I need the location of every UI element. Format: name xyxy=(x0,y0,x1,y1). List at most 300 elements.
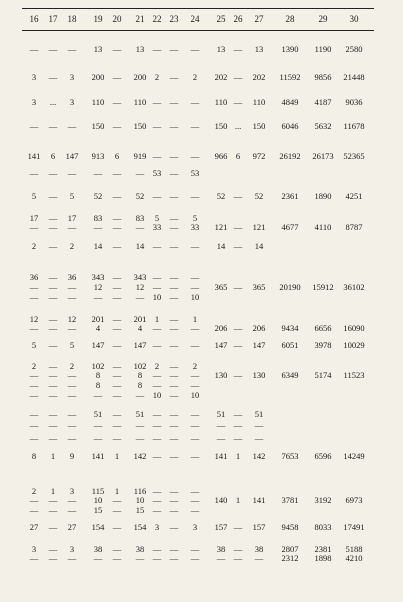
table-cell: — xyxy=(152,191,162,201)
table-cell: — xyxy=(67,370,77,380)
table-cell: — xyxy=(190,97,200,107)
table-cell: — xyxy=(190,505,200,515)
table-cell: — xyxy=(169,323,179,333)
table-cell: 14 xyxy=(254,241,264,251)
table-cell: 4187 xyxy=(314,97,332,107)
table-cell: 51 xyxy=(254,409,264,419)
table-cell: — xyxy=(67,168,77,178)
table-cell: 5 xyxy=(154,213,160,223)
table-cell: 13 xyxy=(254,44,264,54)
table-cell: 201 xyxy=(133,314,147,324)
table-cell: 15 xyxy=(93,505,103,515)
table-cell: 4 xyxy=(137,323,143,333)
table-cell: — xyxy=(169,451,179,461)
table-row xyxy=(0,340,403,350)
table-cell: 3 xyxy=(69,72,75,82)
table-cell: — xyxy=(48,213,58,223)
table-cell: — xyxy=(169,151,179,161)
table-cell: 4 xyxy=(95,323,101,333)
table-cell: — xyxy=(169,380,179,390)
table-row xyxy=(0,323,403,333)
table-cell: 8033 xyxy=(314,522,332,532)
table-cell: 3 xyxy=(69,544,75,554)
table-cell: 2 xyxy=(69,241,75,251)
table-cell: 10 xyxy=(152,292,162,302)
table-cell: 13 xyxy=(216,44,226,54)
table-cell: — xyxy=(152,241,162,251)
table-cell: 116 xyxy=(133,486,147,496)
table-row xyxy=(0,433,403,443)
table-cell: — xyxy=(48,191,58,201)
table-cell: — xyxy=(152,380,162,390)
table-cell: — xyxy=(135,390,145,400)
table-cell: — xyxy=(29,553,39,563)
table-cell: — xyxy=(169,241,179,251)
table-cell: — xyxy=(169,292,179,302)
table-cell: 2 xyxy=(31,486,37,496)
table-cell: 52365 xyxy=(343,151,365,161)
table-cell: — xyxy=(233,222,243,232)
table-cell: — xyxy=(233,544,243,554)
table-cell: — xyxy=(169,409,179,419)
table-cell: ... xyxy=(234,121,242,131)
table-cell: — xyxy=(169,191,179,201)
table-cell: 1390 xyxy=(281,44,299,54)
table-cell: 4677 xyxy=(281,222,299,232)
table-cell: 1 xyxy=(192,314,198,324)
table-cell: — xyxy=(233,97,243,107)
table-cell: 1 xyxy=(114,486,120,496)
table-cell: 102 xyxy=(91,361,105,371)
table-cell: — xyxy=(48,409,58,419)
table-cell: 3 xyxy=(192,522,198,532)
table-cell: — xyxy=(112,213,122,223)
table-cell: — xyxy=(112,292,122,302)
table-cell: 12 xyxy=(29,314,39,324)
table-cell: — xyxy=(169,495,179,505)
column-header: 19 xyxy=(93,14,103,24)
table-cell: 10 xyxy=(135,495,145,505)
table-cell: — xyxy=(112,121,122,131)
table-cell: — xyxy=(112,191,122,201)
table-cell: — xyxy=(112,72,122,82)
table-cell: 21448 xyxy=(343,72,365,82)
table-cell: 3 xyxy=(69,486,75,496)
table-cell: 16090 xyxy=(343,323,365,333)
table-cell: — xyxy=(67,390,77,400)
table-cell: 17 xyxy=(67,213,77,223)
table-cell: 6 xyxy=(235,151,241,161)
table-cell: 8787 xyxy=(345,222,363,232)
table-cell: — xyxy=(169,222,179,232)
table-cell: — xyxy=(152,505,162,515)
table-cell: 206 xyxy=(214,323,228,333)
table-cell: — xyxy=(233,420,243,430)
table-cell: — xyxy=(112,222,122,232)
table-cell: 1190 xyxy=(314,44,332,54)
table-cell: 9458 xyxy=(281,522,299,532)
table-cell: — xyxy=(48,553,58,563)
table-cell: — xyxy=(216,553,226,563)
table-cell: — xyxy=(190,151,200,161)
table-cell: — xyxy=(112,44,122,54)
table-cell: 130 xyxy=(252,370,266,380)
table-row xyxy=(0,380,403,390)
table-cell: 3781 xyxy=(281,495,299,505)
table-cell: 8 xyxy=(95,370,101,380)
table-cell: — xyxy=(112,241,122,251)
table-cell: 15 xyxy=(135,505,145,515)
table-cell: — xyxy=(48,272,58,282)
table-cell: 913 xyxy=(91,151,105,161)
table-cell: 157 xyxy=(214,522,228,532)
table-cell: — xyxy=(152,433,162,443)
table-cell: — xyxy=(67,420,77,430)
table-cell: 102 xyxy=(133,361,147,371)
table-cell: 1 xyxy=(154,314,160,324)
table-cell: — xyxy=(233,433,243,443)
table-row xyxy=(0,191,403,201)
column-header: 26 xyxy=(233,14,243,24)
table-cell: 142 xyxy=(133,451,147,461)
table-cell: — xyxy=(29,121,39,131)
table-cell: — xyxy=(29,495,39,505)
table-cell: 1890 xyxy=(314,191,332,201)
table-cell: — xyxy=(29,282,39,292)
table-cell: — xyxy=(190,553,200,563)
table-cell: — xyxy=(112,420,122,430)
table-cell: — xyxy=(67,292,77,302)
column-header: 27 xyxy=(254,14,264,24)
table-cell: — xyxy=(190,121,200,131)
table-cell: — xyxy=(152,121,162,131)
table-cell: 147 xyxy=(133,340,147,350)
table-cell: 6596 xyxy=(314,451,332,461)
table-row xyxy=(0,222,403,232)
table-cell: 53 xyxy=(190,168,200,178)
table-cell: — xyxy=(190,370,200,380)
table-cell: 52 xyxy=(216,191,226,201)
table-cell: — xyxy=(190,241,200,251)
table-row xyxy=(0,151,403,161)
table-cell: 8 xyxy=(137,380,143,390)
table-cell: — xyxy=(48,495,58,505)
table-cell: — xyxy=(135,292,145,302)
table-cell: — xyxy=(233,370,243,380)
table-cell: — xyxy=(48,314,58,324)
column-header: 30 xyxy=(349,14,359,24)
table-cell: — xyxy=(190,191,200,201)
table-cell: — xyxy=(169,121,179,131)
table-cell: — xyxy=(29,292,39,302)
table-cell: 9434 xyxy=(281,323,299,333)
table-cell: — xyxy=(233,44,243,54)
table-cell: 1 xyxy=(235,495,241,505)
table-cell: 1 xyxy=(114,451,120,461)
table-cell: 26173 xyxy=(312,151,334,161)
table-cell: 1 xyxy=(235,451,241,461)
table-cell: — xyxy=(169,97,179,107)
table-cell: 2 xyxy=(154,361,160,371)
table-cell: 11523 xyxy=(343,370,365,380)
table-row xyxy=(0,72,403,82)
table-cell: 14 xyxy=(135,241,145,251)
table-cell: 206 xyxy=(252,323,266,333)
column-header: 28 xyxy=(285,14,295,24)
table-cell: 5 xyxy=(31,340,37,350)
table-row xyxy=(0,505,403,515)
table-cell: — xyxy=(169,72,179,82)
table-cell: — xyxy=(67,121,77,131)
table-cell: — xyxy=(112,97,122,107)
table-cell: 150 xyxy=(91,121,105,131)
table-cell: — xyxy=(112,433,122,443)
table-cell: — xyxy=(152,420,162,430)
table-cell: 2361 xyxy=(281,191,299,201)
table-row xyxy=(0,292,403,302)
table-cell: 2312 xyxy=(281,553,299,563)
table-cell: — xyxy=(48,241,58,251)
table-cell: — xyxy=(67,553,77,563)
table-cell: 130 xyxy=(214,370,228,380)
table-cell: — xyxy=(29,370,39,380)
table-cell: — xyxy=(29,505,39,515)
table-row xyxy=(0,451,403,461)
table-cell: — xyxy=(29,323,39,333)
table-cell: 51 xyxy=(216,409,226,419)
table-cell: — xyxy=(152,370,162,380)
table-cell: — xyxy=(135,420,145,430)
table-cell: 83 xyxy=(135,213,145,223)
table-cell: — xyxy=(190,272,200,282)
table-cell: 2 xyxy=(31,241,37,251)
table-cell: 141 xyxy=(91,451,105,461)
table-cell: — xyxy=(93,222,103,232)
table-cell: — xyxy=(152,451,162,461)
table-row xyxy=(0,409,403,419)
table-cell: 33 xyxy=(152,222,162,232)
table-cell: 26192 xyxy=(279,151,301,161)
table-cell: — xyxy=(29,168,39,178)
table-cell: — xyxy=(233,323,243,333)
table-cell: 1 xyxy=(50,451,56,461)
table-cell: — xyxy=(112,282,122,292)
table-cell: — xyxy=(135,222,145,232)
table-cell: — xyxy=(67,282,77,292)
table-cell: 14249 xyxy=(343,451,365,461)
column-header: 25 xyxy=(216,14,226,24)
table-cell: — xyxy=(93,420,103,430)
table-cell: — xyxy=(169,553,179,563)
table-cell: — xyxy=(93,433,103,443)
table-cell: — xyxy=(48,72,58,82)
table-cell: — xyxy=(233,282,243,292)
table-cell: — xyxy=(48,340,58,350)
table-row xyxy=(0,44,403,54)
table-cell: — xyxy=(190,380,200,390)
table-cell: 52 xyxy=(135,191,145,201)
table-cell: — xyxy=(67,323,77,333)
table-cell: 12 xyxy=(93,282,103,292)
table-cell: — xyxy=(152,272,162,282)
table-cell: — xyxy=(48,522,58,532)
table-cell: 11678 xyxy=(343,121,365,131)
table-cell: — xyxy=(29,433,39,443)
table-cell: 83 xyxy=(93,213,103,223)
table-cell: 2 xyxy=(192,72,198,82)
table-cell: 2580 xyxy=(345,44,363,54)
table-cell: 38 xyxy=(216,544,226,554)
table-cell: — xyxy=(48,361,58,371)
table-cell: 38 xyxy=(93,544,103,554)
table-cell: — xyxy=(169,168,179,178)
table-cell: 10 xyxy=(190,390,200,400)
table-cell: 52 xyxy=(254,191,264,201)
table-cell: 9856 xyxy=(314,72,332,82)
table-cell: 3 xyxy=(31,97,37,107)
table-cell: — xyxy=(190,340,200,350)
table-cell: — xyxy=(112,390,122,400)
table-cell: — xyxy=(67,44,77,54)
table-cell: — xyxy=(152,486,162,496)
table-row xyxy=(0,272,403,282)
table-cell: — xyxy=(112,544,122,554)
table-cell: 2807 xyxy=(281,544,299,554)
table-cell: 6 xyxy=(114,151,120,161)
table-cell: — xyxy=(190,282,200,292)
table-cell: 38 xyxy=(254,544,264,554)
table-cell: 6051 xyxy=(281,340,299,350)
table-cell: — xyxy=(216,433,226,443)
table-cell: 154 xyxy=(133,522,147,532)
table-row xyxy=(0,390,403,400)
table-cell: — xyxy=(112,495,122,505)
table-cell: 9 xyxy=(69,451,75,461)
table-cell: — xyxy=(67,505,77,515)
table-cell: — xyxy=(112,340,122,350)
table-cell: — xyxy=(190,486,200,496)
table-cell: — xyxy=(190,433,200,443)
column-header: 24 xyxy=(190,14,200,24)
table-cell: — xyxy=(152,151,162,161)
table-cell: 147 xyxy=(252,340,266,350)
table-cell: — xyxy=(29,44,39,54)
table-cell: — xyxy=(48,420,58,430)
table-cell: 201 xyxy=(91,314,105,324)
table-cell: 4849 xyxy=(281,97,299,107)
table-cell: 2 xyxy=(154,72,160,82)
table-cell: 121 xyxy=(252,222,266,232)
table-cell: 10 xyxy=(190,292,200,302)
table-cell: — xyxy=(135,168,145,178)
table-cell: — xyxy=(112,272,122,282)
table-cell: 110 xyxy=(214,97,228,107)
table-cell: — xyxy=(233,72,243,82)
table-cell: 8 xyxy=(31,451,37,461)
table-cell: — xyxy=(152,495,162,505)
table-cell: — xyxy=(190,323,200,333)
table-cell: — xyxy=(169,486,179,496)
table-cell: 141 xyxy=(27,151,41,161)
table-cell: — xyxy=(48,380,58,390)
table-row xyxy=(0,168,403,178)
table-row xyxy=(0,495,403,505)
table-cell: — xyxy=(233,340,243,350)
table-cell: — xyxy=(169,544,179,554)
table-cell: 5632 xyxy=(314,121,332,131)
table-cell: — xyxy=(48,292,58,302)
table-cell: 110 xyxy=(91,97,105,107)
table-cell: 13 xyxy=(93,44,103,54)
table-cell: 8 xyxy=(137,370,143,380)
table-cell: — xyxy=(169,44,179,54)
table-cell: 5188 xyxy=(345,544,363,554)
table-cell: 12 xyxy=(67,314,77,324)
table-cell: 17 xyxy=(29,213,39,223)
table-cell: 6656 xyxy=(314,323,332,333)
table-cell: — xyxy=(169,390,179,400)
table-cell: 5 xyxy=(192,213,198,223)
table-cell: 5 xyxy=(69,191,75,201)
table-cell: — xyxy=(169,340,179,350)
table-cell: 5 xyxy=(31,191,37,201)
table-cell: 157 xyxy=(252,522,266,532)
table-cell: 14 xyxy=(216,241,226,251)
table-row xyxy=(0,370,403,380)
table-cell: 4210 xyxy=(345,553,363,563)
table-cell: 200 xyxy=(133,72,147,82)
column-header: 20 xyxy=(112,14,122,24)
table-cell: 27 xyxy=(67,522,77,532)
table-row xyxy=(0,121,403,131)
table-cell: — xyxy=(29,222,39,232)
table-cell: 202 xyxy=(252,72,266,82)
table-cell: 2 xyxy=(31,361,37,371)
table-cell: 140 xyxy=(214,495,228,505)
table-cell: 10029 xyxy=(343,340,365,350)
table-cell: — xyxy=(190,451,200,461)
table-cell: — xyxy=(48,390,58,400)
table-cell: 110 xyxy=(133,97,147,107)
table-cell: — xyxy=(48,44,58,54)
table-cell: 7653 xyxy=(281,451,299,461)
table-cell: 53 xyxy=(152,168,162,178)
table-cell: 20190 xyxy=(279,282,301,292)
table-cell: 9036 xyxy=(345,97,363,107)
table-cell: — xyxy=(152,44,162,54)
table-cell: — xyxy=(152,553,162,563)
column-header: 22 xyxy=(152,14,162,24)
table-cell: — xyxy=(48,168,58,178)
table-cell: — xyxy=(48,323,58,333)
table-cell: 51 xyxy=(93,409,103,419)
table-cell: 12 xyxy=(135,282,145,292)
table-cell: 8 xyxy=(95,380,101,390)
table-cell: 147 xyxy=(91,340,105,350)
table-cell: — xyxy=(152,282,162,292)
column-header: 23 xyxy=(169,14,179,24)
table-cell: 3 xyxy=(69,97,75,107)
table-cell: 10 xyxy=(93,495,103,505)
table-row xyxy=(0,420,403,430)
table-cell: — xyxy=(190,420,200,430)
table-cell: 6046 xyxy=(281,121,299,131)
table-cell: — xyxy=(169,272,179,282)
table-cell: 13 xyxy=(135,44,145,54)
table-cell: — xyxy=(233,241,243,251)
table-cell: 3 xyxy=(154,522,160,532)
table-cell: 17491 xyxy=(343,522,365,532)
